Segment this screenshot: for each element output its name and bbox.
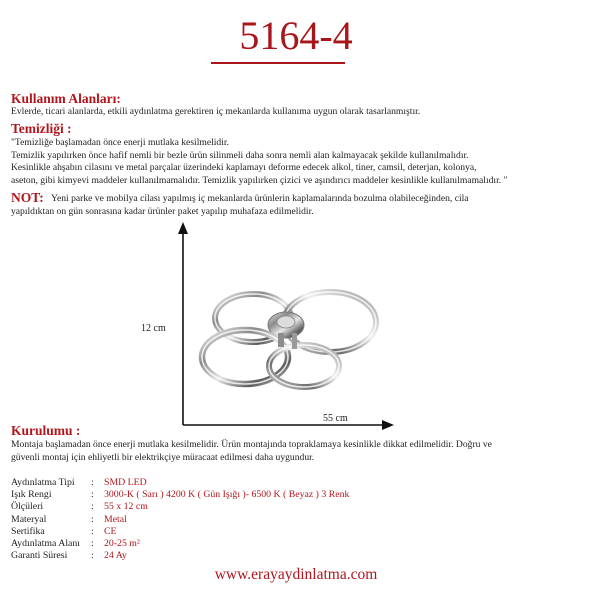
cleaning-line: aseton, gibi kimyevi maddeler kullanılmamalıdır. Temizlik yapılırken çizici ve aşındırıcı maddeler kesinlikle kullanılmamalıdır. " bbox=[11, 174, 508, 186]
spec-label: Garanti Süresi bbox=[11, 550, 68, 562]
spec-colon: : bbox=[91, 525, 94, 537]
spec-colon: : bbox=[91, 501, 94, 513]
spec-label: Materyal bbox=[11, 513, 47, 525]
note-heading: NOT: bbox=[11, 190, 44, 205]
spec-label: Aydınlatma Alanı bbox=[11, 537, 81, 549]
cleaning-line: Temizlik yapılırken önce hafif nemli bir bezle ürün silinmeli daha sonra nemli alan kalmayacak şekilde kullanılmalıdır. bbox=[11, 149, 469, 161]
spec-value: Metal bbox=[104, 513, 127, 525]
note-text-line-1: Yeni parke ve mobilya cilası yapılmış iç mekanlarda ürünlerin kaplamalarında bozulma olabileceğinden, cila bbox=[51, 193, 469, 204]
chandelier-product-image bbox=[180, 225, 390, 425]
spec-label: Işık Rengi bbox=[11, 489, 52, 501]
spec-value: CE bbox=[104, 525, 117, 537]
product-code-title: 5164-4 bbox=[239, 13, 353, 58]
spec-colon: : bbox=[91, 477, 94, 488]
cleaning-line: "Temizliğe başlamadan önce enerji mutlaka kesilmelidir. bbox=[11, 137, 229, 148]
cleaning-line: Kesinlikle ahşabın cilasını ve metal parçalar üzerindeki kaplamayı deforme edecek alkol, tiner, camsil, deterjan, kolonya, bbox=[11, 162, 477, 174]
usage-text-line: Evlerde, ticari alanlarda, etkili aydınlatma gerektiren iç mekanlarda kullanıma uygun olarak tasarlanmıştır. bbox=[11, 106, 421, 117]
website-link[interactable]: www.erayaydinlatma.com bbox=[214, 566, 378, 583]
spec-value: 20-25 m² bbox=[104, 537, 140, 549]
installation-line: Montaja başlamadan önce enerji mutlaka kesilmelidir. Ürün montajında topraklamaya kesinlikle dikkat edilmelidir. Doğru ve bbox=[11, 439, 492, 450]
cleaning-heading: Temizliği : bbox=[11, 121, 72, 136]
installation-heading: Kurulumu : bbox=[11, 423, 81, 438]
spec-colon: : bbox=[91, 513, 94, 525]
spec-colon: : bbox=[91, 537, 94, 549]
spec-label: Aydınlatma Tipi bbox=[11, 477, 75, 488]
spec-colon: : bbox=[91, 489, 94, 501]
installation-line: güvenli montaj için ehliyetli bir elektrikçiye müracaat edilmesi daha uygundur. bbox=[11, 451, 315, 463]
width-dimension-label: 55 cm bbox=[323, 413, 348, 424]
spec-colon: : bbox=[91, 550, 94, 562]
usage-heading: Kullanım Alanları: bbox=[11, 91, 121, 106]
note-text-line-2: yapıldıktan on gün sonrasına kadar ürünler paket yapılıp muhafaza edilmelidir. bbox=[11, 206, 314, 217]
spec-label: Ölçüleri bbox=[11, 501, 44, 513]
spec-label: Sertifika bbox=[11, 525, 45, 537]
spec-value: SMD LED bbox=[104, 477, 147, 488]
ring-connector bbox=[278, 333, 284, 347]
ring-connector bbox=[292, 333, 297, 349]
height-dimension-label: 12 cm bbox=[141, 323, 166, 334]
spec-value: 24 Ay bbox=[104, 550, 127, 562]
spec-value: 3000-K ( Sarı ) 4200 K ( Gün Işığı )- 6500 K ( Beyaz ) 3 Renk bbox=[104, 489, 350, 501]
spec-value: 55 x 12 cm bbox=[104, 501, 148, 513]
installation-text bbox=[11, 439, 586, 464]
